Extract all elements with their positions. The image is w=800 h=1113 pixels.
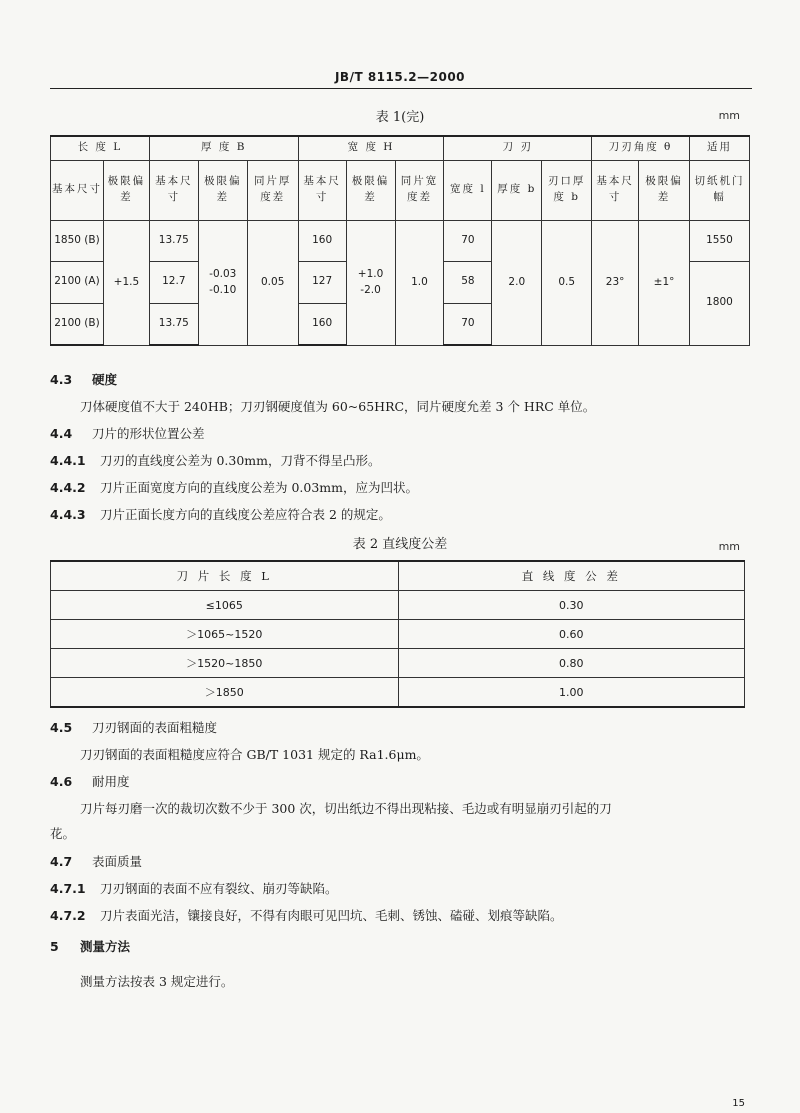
width-deviation-lower: -2.0 — [360, 283, 381, 296]
cell-cutter: 1550 — [689, 220, 749, 261]
section-4-5-body: 刀刃钢面的表面粗糙度应符合 GB/T 1031 规定的 Ra1.6μm。 — [80, 747, 429, 762]
cell-thickness: 13.75 — [149, 220, 198, 261]
header-thickness: 厚 度 B — [149, 136, 298, 160]
sub-blade-thickness: 厚度 b — [492, 160, 542, 220]
table1-group-header-row — [51, 136, 750, 160]
header-blade-length: 刀 片 长 度 L — [51, 561, 399, 591]
cell-angle-limit: ±1° — [639, 220, 690, 345]
section-number: 4.6 — [50, 774, 73, 789]
table2-unit: mm — [718, 540, 740, 553]
table-row — [51, 220, 750, 261]
header-applicable: 适用 — [689, 136, 749, 160]
section-number: 4.5 — [50, 720, 73, 735]
header-rule — [50, 88, 752, 89]
clause-text: 刀刃的直线度公差为 0.30mm，刀背不得呈凸形。 — [100, 453, 381, 468]
cell-thickness: 12.7 — [149, 261, 198, 303]
cell-angle-basic: 23° — [592, 220, 639, 345]
cell-tolerance: 0.30 — [398, 591, 744, 620]
clause-text: 刀片正面宽度方向的直线度公差为 0.03mm，应为凹状。 — [100, 480, 419, 495]
cell-length-deviation: +1.5 — [103, 220, 149, 345]
cell-same-width: 1.0 — [395, 220, 444, 345]
cell-blade-width: 70 — [444, 303, 492, 345]
table-row — [51, 649, 745, 678]
sub-basic-size-width: 基本尺寸 — [298, 160, 346, 220]
cell-length: 2100 (A) — [51, 261, 104, 303]
section-4-7-heading — [50, 851, 750, 873]
section-4-4-heading — [50, 423, 750, 445]
table-row — [51, 678, 745, 708]
cell-tolerance: 0.60 — [398, 620, 744, 649]
cell-same-thickness: 0.05 — [247, 220, 298, 345]
cell-tolerance: 0.80 — [398, 649, 744, 678]
cell-length-range: ≤1065 — [51, 591, 399, 620]
table1-unit: mm — [718, 109, 740, 122]
table1-caption: 表 1(完) — [375, 110, 425, 125]
cell-length-range: ＞1065~1520 — [51, 620, 399, 649]
sub-basic-size-thickness: 基本尺寸 — [149, 160, 198, 220]
table2-header-row — [51, 561, 745, 591]
cell-length-range: ＞1520~1850 — [51, 649, 399, 678]
cell-width-deviation — [346, 220, 395, 345]
clause-number: 4.7.1 — [50, 881, 86, 896]
cell-length-range: ＞1850 — [51, 678, 399, 708]
clause-text: 刀片正面长度方向的直线度公差应符合表 2 的规定。 — [100, 507, 391, 522]
section-title: 耐用度 — [92, 774, 130, 789]
cell-width: 127 — [298, 261, 346, 303]
header-angle: 刀刃角度 θ — [592, 136, 690, 160]
section-number: 4.4 — [50, 426, 73, 441]
table2 — [50, 560, 745, 708]
table2-caption: 表 2 直线度公差 — [352, 537, 448, 552]
cell-thickness-deviation — [198, 220, 247, 345]
cell-cutter: 1800 — [689, 261, 749, 345]
section-title: 刀片的形状位置公差 — [92, 426, 205, 441]
header-length: 长 度 L — [51, 136, 150, 160]
section-title: 测量方法 — [80, 939, 131, 954]
section-number: 5 — [50, 939, 59, 954]
sub-same-thickness-diff: 同片厚度差 — [247, 160, 298, 220]
section-title: 表面质量 — [92, 854, 143, 869]
sub-same-width-diff: 同片宽度差 — [395, 160, 444, 220]
sub-cutter-model: 切纸机门幅 — [689, 160, 749, 220]
section-4-6-body-line1: 刀片每刃磨一次的裁切次数不少于 300 次，切出纸边不得出现粘接、毛边或有明显崩刃引起的刀 — [80, 801, 612, 816]
clause-4-4-1 — [50, 450, 750, 472]
section-4-3-body: 刀体硬度值不大于 240HB；刀刃钢硬度值为 60~65HRC，同片硬度允差 3 个 HRC 单位。 — [80, 399, 596, 414]
sub-limit-deviation-thickness: 极限偏差 — [198, 160, 247, 220]
cell-blade-width: 70 — [444, 220, 492, 261]
clause-text: 刀刃钢面的表面不应有裂纹、崩刃等缺陷。 — [100, 881, 338, 896]
cell-length: 2100 (B) — [51, 303, 104, 345]
section-title: 硬度 — [92, 372, 118, 387]
cell-tolerance: 1.00 — [398, 678, 744, 708]
section-5-body: 测量方法按表 3 规定进行。 — [80, 974, 234, 989]
table-row — [51, 620, 745, 649]
sub-edge-thickness: 刃口厚度 b — [542, 160, 592, 220]
table-row — [51, 591, 745, 620]
cell-edge-thickness: 0.5 — [542, 220, 592, 345]
sub-limit-deviation-length: 极限偏差 — [103, 160, 149, 220]
sub-blade-width: 宽度 l — [444, 160, 492, 220]
cell-blade-thickness: 2.0 — [492, 220, 542, 345]
clause-4-7-2 — [50, 905, 750, 927]
section-4-3-heading — [50, 369, 750, 391]
table1-sub-header-row — [51, 160, 750, 220]
section-number: 4.7 — [50, 854, 73, 869]
sub-basic-size-length: 基本尺寸 — [51, 160, 104, 220]
section-number: 4.3 — [50, 372, 73, 387]
clause-number: 4.4.2 — [50, 480, 86, 495]
sub-limit-deviation-width: 极限偏差 — [346, 160, 395, 220]
clause-4-4-2 — [50, 477, 750, 499]
section-5-heading — [50, 936, 750, 958]
sub-angle-limit: 极限偏差 — [639, 160, 690, 220]
cell-length: 1850 (B) — [51, 220, 104, 261]
cell-width: 160 — [298, 303, 346, 345]
cell-thickness: 13.75 — [149, 303, 198, 345]
cell-width: 160 — [298, 220, 346, 261]
section-4-6-heading — [50, 771, 750, 793]
clause-4-7-1 — [50, 878, 750, 900]
clause-number: 4.4.1 — [50, 453, 86, 468]
clause-4-4-3 — [50, 504, 750, 526]
table1 — [50, 135, 750, 346]
cell-blade-width: 58 — [444, 261, 492, 303]
clause-number: 4.7.2 — [50, 908, 86, 923]
thickness-deviation-lower: -0.10 — [209, 283, 237, 296]
standard-code: JB/T 8115.2—2000 — [334, 70, 466, 84]
section-4-6-body-line2: 花。 — [50, 826, 76, 841]
section-title: 刀刃钢面的表面粗糙度 — [92, 720, 218, 735]
sub-angle-basic: 基本尺寸 — [592, 160, 639, 220]
thickness-deviation-upper: -0.03 — [209, 267, 237, 280]
clause-number: 4.4.3 — [50, 507, 86, 522]
header-blade: 刀 刃 — [444, 136, 592, 160]
page-number: 15 — [732, 1098, 745, 1109]
width-deviation-upper: +1.0 — [357, 267, 384, 280]
header-straightness-tolerance: 直 线 度 公 差 — [398, 561, 744, 591]
section-4-5-heading — [50, 717, 750, 739]
header-width: 宽 度 H — [298, 136, 444, 160]
clause-text: 刀片表面光洁，镶接良好，不得有肉眼可见凹坑、毛刺、锈蚀、磕碰、划痕等缺陷。 — [100, 908, 563, 923]
